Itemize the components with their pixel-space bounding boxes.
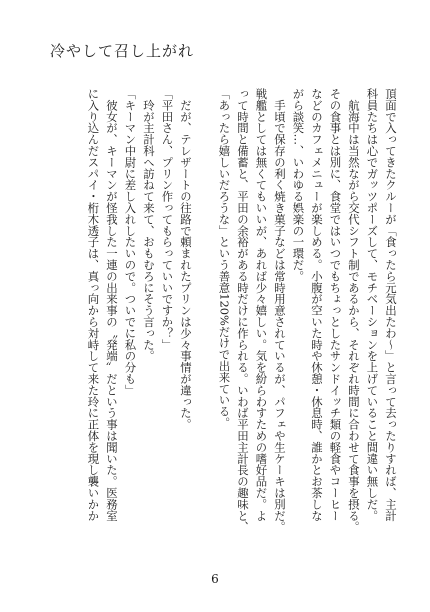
text-line: 「あったら嬉しいだろうな」という善意120%だけで出来ている。 [217, 88, 232, 429]
text-line: 科員たちは心でガッツポーズして、モチベーションを上げていること間違い無しだ。 [365, 88, 380, 522]
text-line: に入り込んだスパイ・桁木透子は、真っ向から対峙して来た玲に正体を現し襲いかか [86, 88, 101, 522]
text-line: 「キーマン中尉に差し入れしたいので。ついでに私の分も」 [123, 88, 138, 396]
text-line: 玲が主計科へ訪ねて来て、おもむろにそう言った。 [142, 88, 156, 362]
text-line: などのカフェメニューが楽しめる。小腹が空いた時や休憩・休息時、誰かとお茶しな [310, 88, 324, 522]
text-line: 彼女が、キーマンが怪我した一連の出来事の〝発端〟だという事は聞いた。医務室 [105, 88, 119, 522]
text-line: 頂面で入ってきたクルーが「食ったら元気出たわ〜」と言って去ったりすれば、主計 [384, 88, 398, 522]
text-line: その食事とは別に、食堂ではいつでもちょっとしたサンドイッチ類の軽食やコーヒー [328, 88, 343, 522]
text-line: 戦艦としては無くてもいいが、あれば少々嬉しい。気を紛らわすための嗜好品だ。よ [254, 88, 269, 522]
body-text [28, 88, 400, 558]
paragraph-gap [195, 88, 215, 558]
text-line: 手頃で保存の利く焼き菓子などは常時用意されているが、パフェや生ケーキは別だ。 [273, 88, 287, 533]
text-line: 「平田さん、プリン作ってもらっていいですか？」 [160, 88, 175, 351]
page-number: 6 [211, 572, 219, 586]
text-line: だが、テレザートの往路で頼まれたプリンは少々事情が違った。 [179, 88, 193, 430]
section-title: 冷やして召し上がれ [50, 42, 195, 60]
text-line: って時間と備蓄と、平田の余裕がある時だけに作られる。いわば平田主計長の趣味と、 [236, 88, 250, 533]
text-line: 航海中は当然ながら交代シフト制であるから、それぞれ時間に合わせて食事を摂る。 [347, 88, 361, 533]
text-line: がら談笑…、いわゆる娯楽の一環だ。 [291, 88, 306, 282]
